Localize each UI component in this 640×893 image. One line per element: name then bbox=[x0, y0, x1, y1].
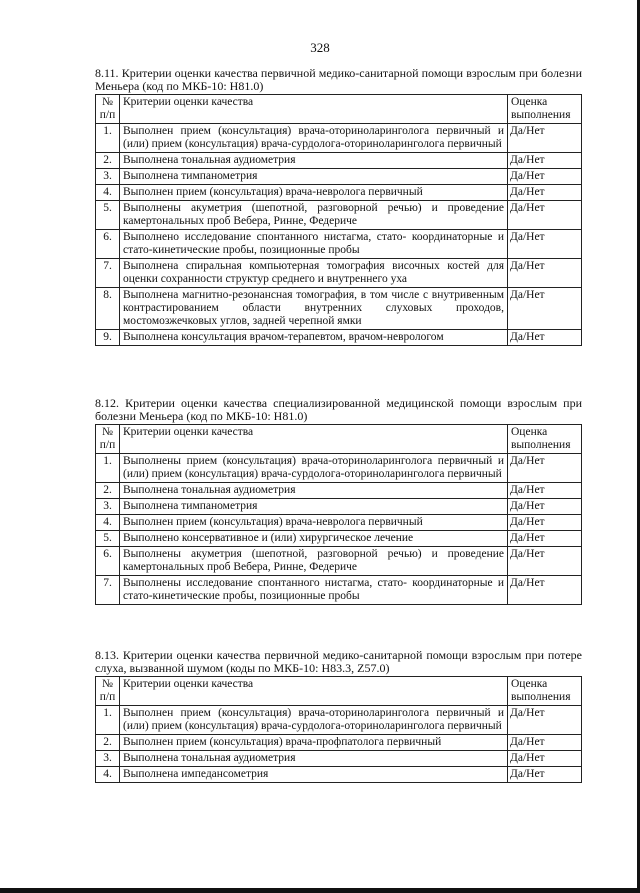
table-header-row bbox=[96, 95, 582, 124]
row-criterion: Выполнен прием (консультация) врача-невролога первичный bbox=[120, 185, 508, 201]
col-header-result: Оценка выполнения bbox=[508, 677, 582, 706]
table-row bbox=[96, 531, 582, 547]
row-criterion: Выполнены прием (консультация) врача-оториноларинголога первичный и (или) прием (консультация) врача-сурдолога-оториноларинголога первичный bbox=[120, 454, 508, 483]
row-number: 7. bbox=[96, 259, 120, 288]
row-number: 5. bbox=[96, 201, 120, 230]
row-number: 2. bbox=[96, 153, 120, 169]
row-number: 9. bbox=[96, 330, 120, 346]
row-number: 6. bbox=[96, 547, 120, 576]
criteria-table bbox=[95, 94, 582, 346]
table-row bbox=[96, 153, 582, 169]
row-criterion: Выполнена тимпанометрия bbox=[120, 499, 508, 515]
row-criterion: Выполнен прием (консультация) врача-профпатолога первичный bbox=[120, 735, 508, 751]
row-result: Да/Нет bbox=[508, 454, 582, 483]
row-number: 4. bbox=[96, 185, 120, 201]
scan-edge-bottom bbox=[0, 888, 640, 893]
table-header-row bbox=[96, 677, 582, 706]
table-row bbox=[96, 483, 582, 499]
row-number: 4. bbox=[96, 767, 120, 783]
row-number: 6. bbox=[96, 230, 120, 259]
row-criterion: Выполнен прием (консультация) врача-оториноларинголога первичный и (или) прием (консультация) врача-сурдолога-оториноларинголога первичный bbox=[120, 124, 508, 153]
table-row bbox=[96, 576, 582, 605]
row-criterion: Выполнено консервативное и (или) хирургическое лечение bbox=[120, 531, 508, 547]
row-number: 2. bbox=[96, 735, 120, 751]
table-row bbox=[96, 454, 582, 483]
table-row bbox=[96, 230, 582, 259]
row-result: Да/Нет bbox=[508, 576, 582, 605]
col-header-criteria: Критерии оценки качества bbox=[120, 95, 508, 124]
row-criterion: Выполнены акуметрия (шепотной, разговорной речью) и проведение камертональных проб Вебера, Ринне, Федериче bbox=[120, 201, 508, 230]
row-result: Да/Нет bbox=[508, 201, 582, 230]
row-criterion: Выполнены исследование спонтанного нистагма, стато- координаторные и стато-кинетические пробы, позиционные пробы bbox=[120, 576, 508, 605]
row-criterion: Выполнен прием (консультация) врача-оториноларинголога первичный и (или) прием (консультация) врача-сурдолога-оториноларинголога первичный bbox=[120, 706, 508, 735]
table-row bbox=[96, 735, 582, 751]
col-header-criteria: Критерии оценки качества bbox=[120, 677, 508, 706]
section-heading: 8.12. Критерии оценки качества специализированной медицинской помощи взрослым при болезни Меньера (код по МКБ-10: H81.0) bbox=[95, 396, 582, 423]
row-result: Да/Нет bbox=[508, 259, 582, 288]
row-result: Да/Нет bbox=[508, 499, 582, 515]
row-number: 1. bbox=[96, 706, 120, 735]
row-result: Да/Нет bbox=[508, 735, 582, 751]
row-criterion: Выполнена магнитно-резонансная томография, в том числе с внутривенным контрастированием области внутренних слуховых проходов, мостомозжечковых углов, задней черепной ямки bbox=[120, 288, 508, 330]
row-criterion: Выполнена тональная аудиометрия bbox=[120, 483, 508, 499]
section-8-12 bbox=[95, 397, 582, 605]
row-number: 3. bbox=[96, 169, 120, 185]
row-result: Да/Нет bbox=[508, 483, 582, 499]
row-number: 7. bbox=[96, 576, 120, 605]
row-criterion: Выполнена импедансометрия bbox=[120, 767, 508, 783]
row-criterion: Выполнен прием (консультация) врача-невролога первичный bbox=[120, 515, 508, 531]
row-number: 1. bbox=[96, 454, 120, 483]
section-heading: 8.11. Критерии оценки качества первичной медико-санитарной помощи взрослым при болезни Меньера (код по МКБ-10: H81.0) bbox=[95, 66, 582, 93]
table-row bbox=[96, 124, 582, 153]
row-number: 5. bbox=[96, 531, 120, 547]
row-result: Да/Нет bbox=[508, 330, 582, 346]
row-result: Да/Нет bbox=[508, 230, 582, 259]
criteria-table bbox=[95, 424, 582, 605]
table-row bbox=[96, 767, 582, 783]
row-result: Да/Нет bbox=[508, 515, 582, 531]
row-result: Да/Нет bbox=[508, 706, 582, 735]
table-row bbox=[96, 751, 582, 767]
table-row bbox=[96, 288, 582, 330]
section-8-13 bbox=[95, 649, 582, 783]
row-criterion: Выполнены акуметрия (шепотной, разговорной речью) и проведение камертональных проб Вебера, Ринне, Федериче bbox=[120, 547, 508, 576]
row-result: Да/Нет bbox=[508, 185, 582, 201]
row-criterion: Выполнена консультация врачом-терапевтом, врачом-неврологом bbox=[120, 330, 508, 346]
table-row bbox=[96, 547, 582, 576]
table-row bbox=[96, 201, 582, 230]
row-criterion: Выполнена тимпанометрия bbox=[120, 169, 508, 185]
row-number: 2. bbox=[96, 483, 120, 499]
col-header-result: Оценка выполнения bbox=[508, 95, 582, 124]
row-number: 3. bbox=[96, 499, 120, 515]
row-criterion: Выполнена спиральная компьютерная томография височных костей для оценки сохранности структур среднего и внутреннего уха bbox=[120, 259, 508, 288]
col-header-result: Оценка выполнения bbox=[508, 425, 582, 454]
row-result: Да/Нет bbox=[508, 547, 582, 576]
table-row bbox=[96, 515, 582, 531]
row-criterion: Выполнено исследование спонтанного нистагма, стато- координаторные и стато-кинетические пробы, позиционные пробы bbox=[120, 230, 508, 259]
row-result: Да/Нет bbox=[508, 124, 582, 153]
page-number: 328 bbox=[310, 40, 330, 55]
row-criterion: Выполнена тональная аудиометрия bbox=[120, 153, 508, 169]
row-result: Да/Нет bbox=[508, 153, 582, 169]
criteria-table bbox=[95, 676, 582, 783]
row-result: Да/Нет bbox=[508, 531, 582, 547]
table-row bbox=[96, 169, 582, 185]
row-criterion: Выполнена тональная аудиометрия bbox=[120, 751, 508, 767]
table-header-row bbox=[96, 425, 582, 454]
row-result: Да/Нет bbox=[508, 169, 582, 185]
row-number: 3. bbox=[96, 751, 120, 767]
table-row bbox=[96, 185, 582, 201]
row-number: 8. bbox=[96, 288, 120, 330]
row-number: 1. bbox=[96, 124, 120, 153]
row-result: Да/Нет bbox=[508, 767, 582, 783]
col-header-number: № п/п bbox=[96, 425, 120, 454]
row-number: 4. bbox=[96, 515, 120, 531]
col-header-criteria: Критерии оценки качества bbox=[120, 425, 508, 454]
row-result: Да/Нет bbox=[508, 288, 582, 330]
col-header-number: № п/п bbox=[96, 677, 120, 706]
table-row bbox=[96, 259, 582, 288]
section-heading: 8.13. Критерии оценки качества первичной медико-санитарной помощи взрослым при потере слуха, вызванной шумом (коды по МКБ-10: H83.3, Z57.0) bbox=[95, 648, 582, 675]
section-8-11 bbox=[95, 67, 582, 346]
table-row bbox=[96, 330, 582, 346]
table-row bbox=[96, 499, 582, 515]
col-header-number: № п/п bbox=[96, 95, 120, 124]
table-row bbox=[96, 706, 582, 735]
row-result: Да/Нет bbox=[508, 751, 582, 767]
